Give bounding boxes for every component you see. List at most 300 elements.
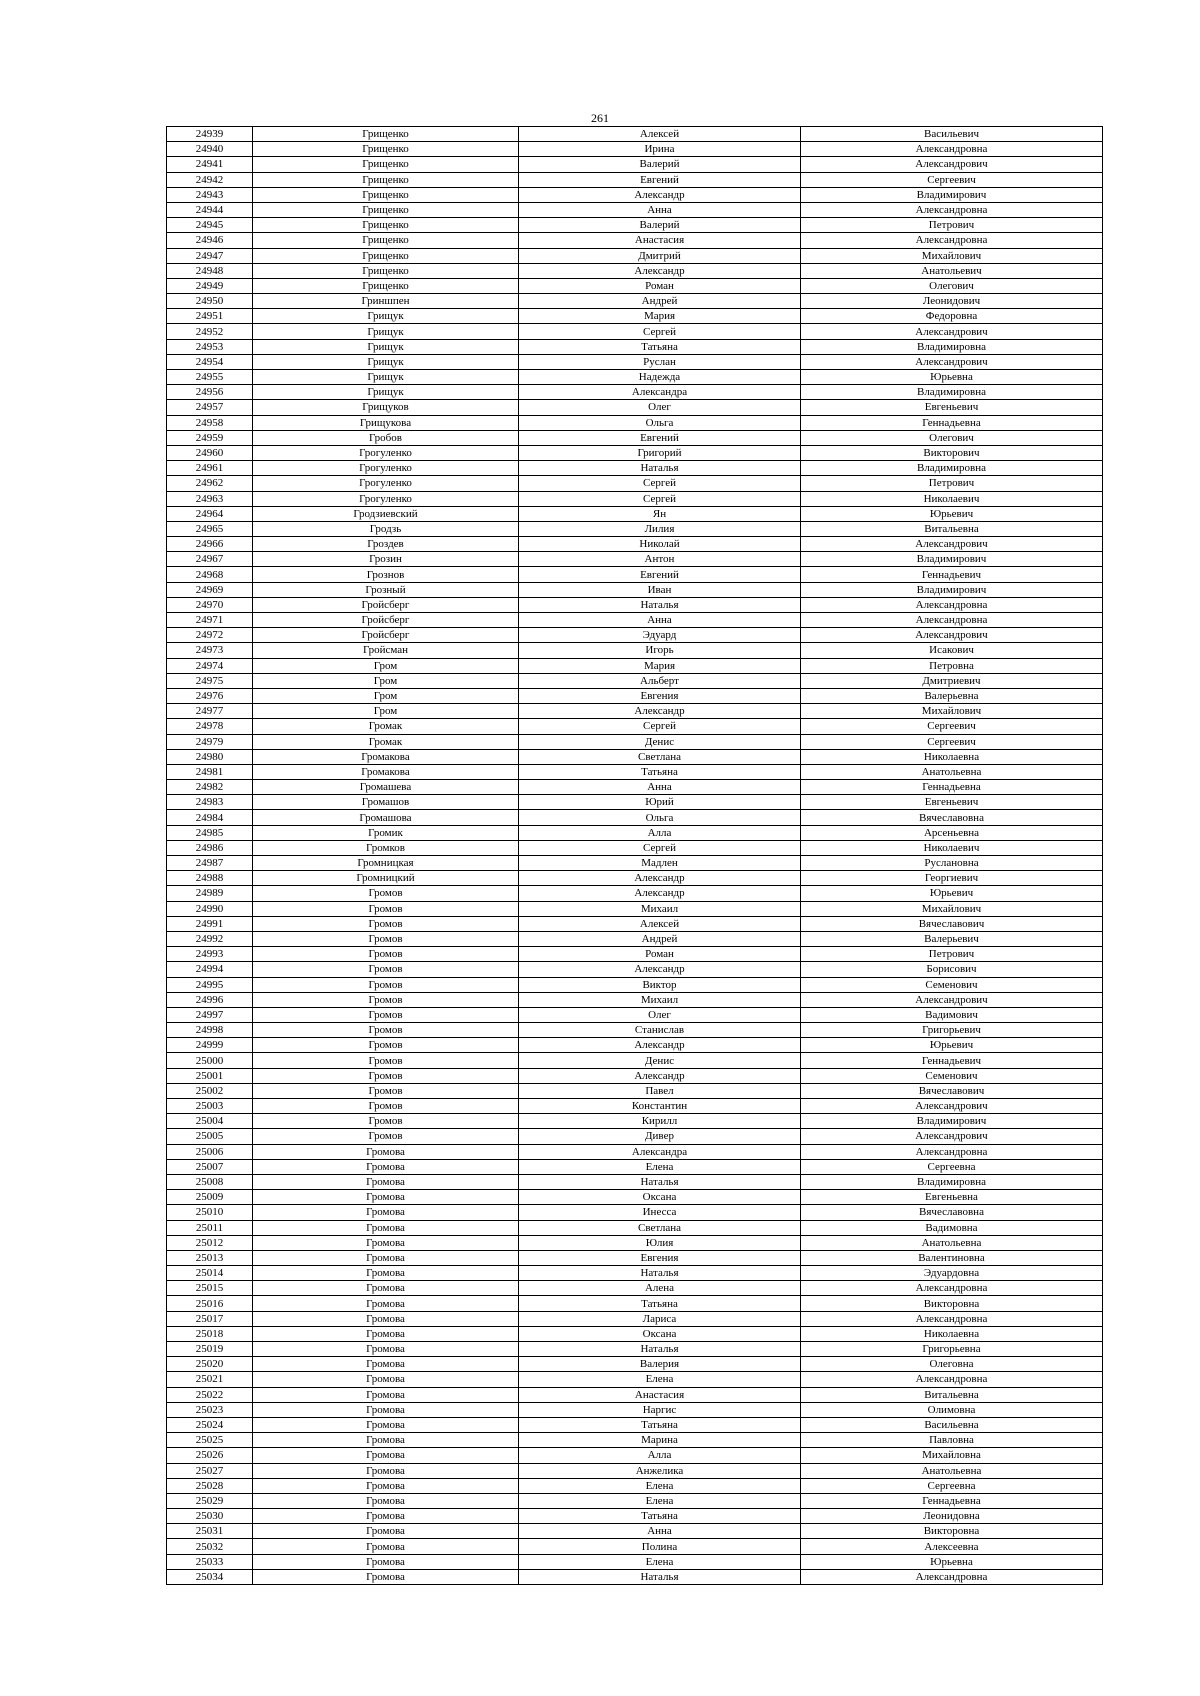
record-number-cell: 24975	[167, 673, 253, 688]
table-row	[167, 1250, 1103, 1265]
patronymic-cell: Михайлович	[801, 704, 1103, 719]
record-number-cell: 24949	[167, 278, 253, 293]
first-name-cell: Александр	[519, 187, 801, 202]
record-number-cell: 24991	[167, 916, 253, 931]
surname-cell: Громова	[253, 1402, 519, 1417]
patronymic-cell: Леонидович	[801, 294, 1103, 309]
surname-cell: Гродзиевский	[253, 506, 519, 521]
patronymic-cell: Юрьевна	[801, 370, 1103, 385]
first-name-cell: Сергей	[519, 476, 801, 491]
patronymic-cell: Александровна	[801, 1311, 1103, 1326]
table-row	[167, 931, 1103, 946]
table-row	[167, 339, 1103, 354]
table-row	[167, 688, 1103, 703]
surname-cell: Громов	[253, 1129, 519, 1144]
patronymic-cell: Александровна	[801, 1372, 1103, 1387]
table-row	[167, 172, 1103, 187]
record-number-cell: 24980	[167, 749, 253, 764]
patronymic-cell: Сергеевич	[801, 734, 1103, 749]
record-number-cell: 24942	[167, 172, 253, 187]
table-row	[167, 127, 1103, 142]
patronymic-cell: Владимирович	[801, 1114, 1103, 1129]
record-number-cell: 25006	[167, 1144, 253, 1159]
surname-cell: Громова	[253, 1342, 519, 1357]
record-number-cell: 24989	[167, 886, 253, 901]
first-name-cell: Кирилл	[519, 1114, 801, 1129]
registry-table	[166, 126, 1103, 1585]
surname-cell: Грищук	[253, 370, 519, 385]
surname-cell: Громова	[253, 1372, 519, 1387]
first-name-cell: Алена	[519, 1281, 801, 1296]
surname-cell: Гройсман	[253, 643, 519, 658]
table-row	[167, 354, 1103, 369]
record-number-cell: 24958	[167, 415, 253, 430]
surname-cell: Грищенко	[253, 142, 519, 157]
record-number-cell: 24955	[167, 370, 253, 385]
record-number-cell: 25002	[167, 1083, 253, 1098]
first-name-cell: Павел	[519, 1083, 801, 1098]
table-row	[167, 1311, 1103, 1326]
first-name-cell: Александр	[519, 962, 801, 977]
record-number-cell: 25008	[167, 1174, 253, 1189]
patronymic-cell: Владимирович	[801, 187, 1103, 202]
first-name-cell: Дмитрий	[519, 248, 801, 263]
patronymic-cell: Петрович	[801, 476, 1103, 491]
table-row	[167, 1478, 1103, 1493]
table-row	[167, 1554, 1103, 1569]
surname-cell: Грищенко	[253, 233, 519, 248]
first-name-cell: Алексей	[519, 127, 801, 142]
page-number: 261	[591, 111, 609, 125]
table-row	[167, 597, 1103, 612]
surname-cell: Гром	[253, 688, 519, 703]
patronymic-cell: Вячеславович	[801, 1083, 1103, 1098]
table-row	[167, 537, 1103, 552]
surname-cell: Громова	[253, 1417, 519, 1432]
table-row	[167, 962, 1103, 977]
surname-cell: Громов	[253, 1083, 519, 1098]
patronymic-cell: Николаевна	[801, 749, 1103, 764]
patronymic-cell: Викторовна	[801, 1296, 1103, 1311]
first-name-cell: Александр	[519, 1068, 801, 1083]
record-number-cell: 25027	[167, 1463, 253, 1478]
table-row	[167, 901, 1103, 916]
table-row	[167, 552, 1103, 567]
patronymic-cell: Геннадьевна	[801, 780, 1103, 795]
surname-cell: Грогуленко	[253, 461, 519, 476]
table-row	[167, 977, 1103, 992]
first-name-cell: Инесса	[519, 1205, 801, 1220]
record-number-cell: 24971	[167, 613, 253, 628]
record-number-cell: 25016	[167, 1296, 253, 1311]
table-row	[167, 157, 1103, 172]
patronymic-cell: Юрьевич	[801, 1038, 1103, 1053]
first-name-cell: Евгений	[519, 430, 801, 445]
first-name-cell: Ирина	[519, 142, 801, 157]
record-number-cell: 25010	[167, 1205, 253, 1220]
surname-cell: Громова	[253, 1463, 519, 1478]
table-row	[167, 1007, 1103, 1022]
patronymic-cell: Петрович	[801, 218, 1103, 233]
record-number-cell: 25032	[167, 1539, 253, 1554]
table-row	[167, 370, 1103, 385]
patronymic-cell: Михайлович	[801, 248, 1103, 263]
table-row	[167, 1357, 1103, 1372]
first-name-cell: Светлана	[519, 1220, 801, 1235]
table-row	[167, 582, 1103, 597]
patronymic-cell: Сергеевна	[801, 1478, 1103, 1493]
surname-cell: Громова	[253, 1493, 519, 1508]
record-number-cell: 24997	[167, 1007, 253, 1022]
table-row	[167, 1326, 1103, 1341]
table-row	[167, 521, 1103, 536]
record-number-cell: 24973	[167, 643, 253, 658]
patronymic-cell: Валентиновна	[801, 1250, 1103, 1265]
record-number-cell: 24940	[167, 142, 253, 157]
first-name-cell: Денис	[519, 1053, 801, 1068]
patronymic-cell: Николаевна	[801, 1326, 1103, 1341]
first-name-cell: Александр	[519, 1038, 801, 1053]
first-name-cell: Валерий	[519, 218, 801, 233]
surname-cell: Грищенко	[253, 157, 519, 172]
first-name-cell: Сергей	[519, 491, 801, 506]
surname-cell: Громак	[253, 719, 519, 734]
table-row	[167, 385, 1103, 400]
surname-cell: Громов	[253, 947, 519, 962]
table-row	[167, 628, 1103, 643]
surname-cell: Гриншпен	[253, 294, 519, 309]
surname-cell: Громова	[253, 1569, 519, 1584]
surname-cell: Грищук	[253, 385, 519, 400]
table-row	[167, 1068, 1103, 1083]
first-name-cell: Мадлен	[519, 856, 801, 871]
record-number-cell: 25029	[167, 1493, 253, 1508]
first-name-cell: Ольга	[519, 415, 801, 430]
first-name-cell: Алла	[519, 825, 801, 840]
patronymic-cell: Олегович	[801, 430, 1103, 445]
surname-cell: Громов	[253, 977, 519, 992]
first-name-cell: Наталья	[519, 461, 801, 476]
surname-cell: Грищенко	[253, 248, 519, 263]
record-number-cell: 25028	[167, 1478, 253, 1493]
record-number-cell: 25013	[167, 1250, 253, 1265]
table-row	[167, 658, 1103, 673]
table-row	[167, 992, 1103, 1007]
surname-cell: Грищенко	[253, 218, 519, 233]
record-number-cell: 24996	[167, 992, 253, 1007]
patronymic-cell: Анатольевич	[801, 263, 1103, 278]
first-name-cell: Мария	[519, 658, 801, 673]
table-row	[167, 749, 1103, 764]
patronymic-cell: Юрьевич	[801, 886, 1103, 901]
table-row	[167, 810, 1103, 825]
surname-cell: Грищук	[253, 324, 519, 339]
table-row	[167, 491, 1103, 506]
first-name-cell: Татьяна	[519, 1509, 801, 1524]
first-name-cell: Елена	[519, 1493, 801, 1508]
record-number-cell: 24963	[167, 491, 253, 506]
record-number-cell: 24970	[167, 597, 253, 612]
first-name-cell: Александра	[519, 385, 801, 400]
patronymic-cell: Александрович	[801, 1099, 1103, 1114]
first-name-cell: Анна	[519, 613, 801, 628]
surname-cell: Грозин	[253, 552, 519, 567]
table-row	[167, 1402, 1103, 1417]
surname-cell: Грищенко	[253, 172, 519, 187]
table-row	[167, 1159, 1103, 1174]
first-name-cell: Дивер	[519, 1129, 801, 1144]
table-row	[167, 506, 1103, 521]
record-number-cell: 24964	[167, 506, 253, 521]
table-row	[167, 1296, 1103, 1311]
patronymic-cell: Александрович	[801, 354, 1103, 369]
first-name-cell: Наталья	[519, 1266, 801, 1281]
table-row	[167, 294, 1103, 309]
table-row	[167, 1023, 1103, 1038]
first-name-cell: Алексей	[519, 916, 801, 931]
record-number-cell: 24953	[167, 339, 253, 354]
patronymic-cell: Григорьевна	[801, 1342, 1103, 1357]
first-name-cell: Александр	[519, 263, 801, 278]
surname-cell: Громов	[253, 886, 519, 901]
patronymic-cell: Васильевна	[801, 1417, 1103, 1432]
first-name-cell: Наталья	[519, 1342, 801, 1357]
first-name-cell: Иван	[519, 582, 801, 597]
surname-cell: Громова	[253, 1250, 519, 1265]
first-name-cell: Роман	[519, 278, 801, 293]
first-name-cell: Юлия	[519, 1235, 801, 1250]
record-number-cell: 25012	[167, 1235, 253, 1250]
first-name-cell: Анна	[519, 202, 801, 217]
surname-cell: Грищенко	[253, 127, 519, 142]
surname-cell: Грищук	[253, 354, 519, 369]
patronymic-cell: Александрович	[801, 324, 1103, 339]
first-name-cell: Олег	[519, 1007, 801, 1022]
surname-cell: Громашова	[253, 810, 519, 825]
patronymic-cell: Геннадьевна	[801, 1493, 1103, 1508]
first-name-cell: Полина	[519, 1539, 801, 1554]
patronymic-cell: Валерьевич	[801, 931, 1103, 946]
surname-cell: Громов	[253, 1007, 519, 1022]
patronymic-cell: Борисович	[801, 962, 1103, 977]
first-name-cell: Александр	[519, 871, 801, 886]
first-name-cell: Лилия	[519, 521, 801, 536]
patronymic-cell: Александровна	[801, 613, 1103, 628]
surname-cell: Громова	[253, 1174, 519, 1189]
first-name-cell: Эдуард	[519, 628, 801, 643]
record-number-cell: 24967	[167, 552, 253, 567]
surname-cell: Гроздев	[253, 537, 519, 552]
patronymic-cell: Александровна	[801, 142, 1103, 157]
surname-cell: Громакова	[253, 749, 519, 764]
surname-cell: Грогуленко	[253, 445, 519, 460]
first-name-cell: Елена	[519, 1478, 801, 1493]
patronymic-cell: Анатольевна	[801, 764, 1103, 779]
surname-cell: Грогуленко	[253, 491, 519, 506]
surname-cell: Гром	[253, 673, 519, 688]
patronymic-cell: Александровна	[801, 1144, 1103, 1159]
record-number-cell: 25015	[167, 1281, 253, 1296]
first-name-cell: Анна	[519, 1524, 801, 1539]
first-name-cell: Евгения	[519, 688, 801, 703]
table-row	[167, 1372, 1103, 1387]
patronymic-cell: Арсеньевна	[801, 825, 1103, 840]
record-number-cell: 24961	[167, 461, 253, 476]
first-name-cell: Елена	[519, 1372, 801, 1387]
table-row	[167, 202, 1103, 217]
patronymic-cell: Витальевна	[801, 1387, 1103, 1402]
record-number-cell: 24981	[167, 764, 253, 779]
table-row	[167, 1235, 1103, 1250]
patronymic-cell: Александрович	[801, 1129, 1103, 1144]
record-number-cell: 24972	[167, 628, 253, 643]
first-name-cell: Константин	[519, 1099, 801, 1114]
table-row	[167, 886, 1103, 901]
record-number-cell: 24969	[167, 582, 253, 597]
surname-cell: Громов	[253, 1114, 519, 1129]
record-number-cell: 24978	[167, 719, 253, 734]
table-row	[167, 704, 1103, 719]
surname-cell: Громова	[253, 1509, 519, 1524]
record-number-cell: 24944	[167, 202, 253, 217]
first-name-cell: Анастасия	[519, 1387, 801, 1402]
surname-cell: Громова	[253, 1220, 519, 1235]
patronymic-cell: Руслановна	[801, 856, 1103, 871]
surname-cell: Громов	[253, 916, 519, 931]
table-row	[167, 1342, 1103, 1357]
table-row	[167, 1038, 1103, 1053]
table-row	[167, 643, 1103, 658]
surname-cell: Грищукова	[253, 415, 519, 430]
surname-cell: Громов	[253, 1053, 519, 1068]
record-number-cell: 24948	[167, 263, 253, 278]
surname-cell: Громова	[253, 1433, 519, 1448]
first-name-cell: Надежда	[519, 370, 801, 385]
record-number-cell: 24998	[167, 1023, 253, 1038]
table-row	[167, 856, 1103, 871]
record-number-cell: 24986	[167, 840, 253, 855]
record-number-cell: 24951	[167, 309, 253, 324]
record-number-cell: 25020	[167, 1357, 253, 1372]
table-row	[167, 734, 1103, 749]
table-row	[167, 218, 1103, 233]
first-name-cell: Татьяна	[519, 1417, 801, 1432]
table-row	[167, 764, 1103, 779]
patronymic-cell: Александрович	[801, 628, 1103, 643]
surname-cell: Громова	[253, 1357, 519, 1372]
patronymic-cell: Вячеславович	[801, 916, 1103, 931]
first-name-cell: Светлана	[519, 749, 801, 764]
record-number-cell: 24983	[167, 795, 253, 810]
first-name-cell: Андрей	[519, 294, 801, 309]
patronymic-cell: Вадимович	[801, 1007, 1103, 1022]
record-number-cell: 25033	[167, 1554, 253, 1569]
first-name-cell: Юрий	[519, 795, 801, 810]
surname-cell: Грищенко	[253, 187, 519, 202]
patronymic-cell: Александрович	[801, 537, 1103, 552]
record-number-cell: 24965	[167, 521, 253, 536]
table-row	[167, 309, 1103, 324]
patronymic-cell: Витальевна	[801, 521, 1103, 536]
first-name-cell: Мария	[519, 309, 801, 324]
patronymic-cell: Сергеевна	[801, 1159, 1103, 1174]
patronymic-cell: Михайловна	[801, 1448, 1103, 1463]
record-number-cell: 24995	[167, 977, 253, 992]
patronymic-cell: Валерьевна	[801, 688, 1103, 703]
surname-cell: Гродзь	[253, 521, 519, 536]
table-row	[167, 1083, 1103, 1098]
table-row	[167, 1266, 1103, 1281]
surname-cell: Грищук	[253, 339, 519, 354]
surname-cell: Громницкая	[253, 856, 519, 871]
record-number-cell: 25007	[167, 1159, 253, 1174]
table-row	[167, 142, 1103, 157]
first-name-cell: Александра	[519, 1144, 801, 1159]
table-row	[167, 1114, 1103, 1129]
patronymic-cell: Анатольевна	[801, 1463, 1103, 1478]
first-name-cell: Наргис	[519, 1402, 801, 1417]
record-number-cell: 25034	[167, 1569, 253, 1584]
record-number-cell: 24992	[167, 931, 253, 946]
record-number-cell: 25014	[167, 1266, 253, 1281]
first-name-cell: Роман	[519, 947, 801, 962]
surname-cell: Гробов	[253, 430, 519, 445]
patronymic-cell: Сергеевич	[801, 719, 1103, 734]
surname-cell: Грищук	[253, 309, 519, 324]
record-number-cell: 24966	[167, 537, 253, 552]
table-row	[167, 476, 1103, 491]
record-number-cell: 24959	[167, 430, 253, 445]
table-row	[167, 1220, 1103, 1235]
record-number-cell: 24977	[167, 704, 253, 719]
record-number-cell: 24990	[167, 901, 253, 916]
patronymic-cell: Вячеславовна	[801, 1205, 1103, 1220]
patronymic-cell: Вячеславовна	[801, 810, 1103, 825]
patronymic-cell: Александрович	[801, 992, 1103, 1007]
table-row	[167, 233, 1103, 248]
first-name-cell: Александр	[519, 886, 801, 901]
patronymic-cell: Владимировна	[801, 339, 1103, 354]
patronymic-cell: Александровна	[801, 597, 1103, 612]
table-row	[167, 445, 1103, 460]
record-number-cell: 24985	[167, 825, 253, 840]
first-name-cell: Елена	[519, 1159, 801, 1174]
table-row	[167, 840, 1103, 855]
first-name-cell: Григорий	[519, 445, 801, 460]
record-number-cell: 25000	[167, 1053, 253, 1068]
patronymic-cell: Олеговна	[801, 1357, 1103, 1372]
first-name-cell: Сергей	[519, 840, 801, 855]
surname-cell: Громашева	[253, 780, 519, 795]
table-row	[167, 324, 1103, 339]
patronymic-cell: Николаевич	[801, 840, 1103, 855]
patronymic-cell: Николаевич	[801, 491, 1103, 506]
patronymic-cell: Леонидовна	[801, 1509, 1103, 1524]
patronymic-cell: Георгиевич	[801, 871, 1103, 886]
patronymic-cell: Владимировна	[801, 461, 1103, 476]
table-row	[167, 795, 1103, 810]
table-row	[167, 719, 1103, 734]
table-row	[167, 1463, 1103, 1478]
first-name-cell: Денис	[519, 734, 801, 749]
first-name-cell: Валерия	[519, 1357, 801, 1372]
table-row	[167, 187, 1103, 202]
first-name-cell: Татьяна	[519, 1296, 801, 1311]
record-number-cell: 25023	[167, 1402, 253, 1417]
record-number-cell: 25004	[167, 1114, 253, 1129]
first-name-cell: Наталья	[519, 597, 801, 612]
surname-cell: Громашов	[253, 795, 519, 810]
